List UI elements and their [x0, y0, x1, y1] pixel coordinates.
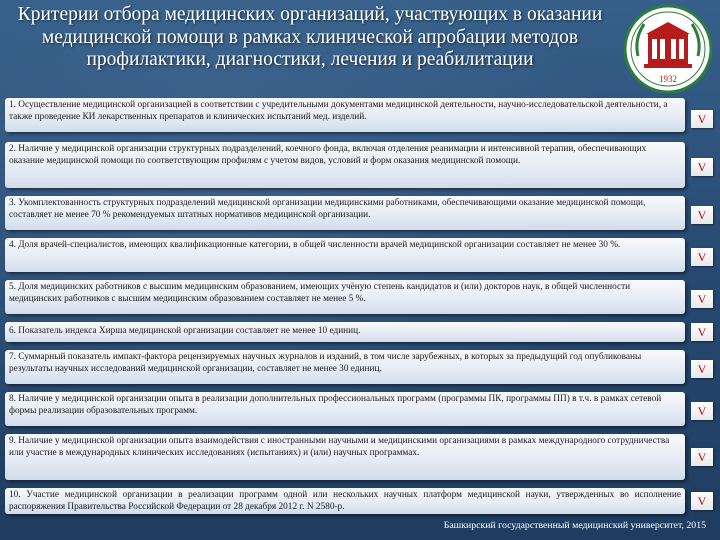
check-mark-icon: V: [691, 248, 713, 266]
logo-year: 1932: [659, 74, 677, 84]
criterion-text: 6. Показатель индекса Хирша медицинской организации составляет не менее 10 единиц.: [5, 322, 685, 342]
check-mark-icon: V: [691, 448, 713, 466]
check-mark-icon: V: [691, 402, 713, 420]
footer-caption: Башкирский государственный медицинский университет, 2015: [443, 520, 706, 531]
check-mark-icon: V: [691, 492, 713, 510]
check-mark-icon: V: [691, 158, 713, 176]
university-building-emblem-icon: [624, 4, 712, 94]
criterion-item: [5, 238, 715, 272]
criterion-item: [5, 392, 715, 426]
check-mark-icon: V: [691, 360, 713, 378]
criterion-item: [5, 98, 715, 132]
check-mark-icon: V: [691, 110, 713, 128]
criterion-text: 8. Наличие у медицинской организации опыта в реализации дополнительных профессиональных программ (программы ПК, программы ПП) в т.ч. в рамках сетевой формы реализации образовательных программ.: [5, 392, 685, 426]
criterion-text: 10. Участие медицинской организации в реализации программ одной или нескольких научных платформ медицинской науки, утвержденных во исполнение распоряжения Правительства Российской Федерации от 28 декабря 2012 г. N 2580-р.: [5, 488, 685, 514]
criterion-text: 1. Осуществление медицинской организацией в соответствии с учредительными документами медицинской деятельности, научно-исследовательской деятельности, а также проведение КИ лекарственных препаратов и клинических испытаний мед. изделий.: [5, 98, 685, 132]
slide-title: Критерии отбора медицинских организаций, участвующих в оказании медицинской помощи в рамках клинической апробации методов профилактики, диагностики, лечения и реабилитации: [17, 4, 603, 70]
criterion-text: 7. Суммарный показатель импакт-фактора рецензируемых научных журналов и изданий, в том числе зарубежных, в которых за предыдущий год опубликованы результаты научных исследований медицинской организации, составляет не менее 30 единиц.: [5, 350, 685, 384]
criterion-text: 5. Доля медицинских работников с высшим медицинским образованием, имеющих учёную степень кандидатов и (или) докторов наук, в общей численности медицинских работников с высшим медицинским образованием составляет не менее 5 %.: [5, 280, 685, 314]
criterion-text: 2. Наличие у медицинской организации структурных подразделений, коечного фонда, включая отделения реанимации и интенсивной терапии, обеспечивающих оказание медицинской помощи по соответствующим профилям с учетом видов, условий и форм оказания медицинской помощи.: [5, 142, 685, 188]
check-mark-icon: V: [691, 206, 713, 224]
criterion-item: [5, 322, 715, 342]
criterion-item: [5, 196, 715, 230]
check-mark-icon: V: [691, 323, 713, 341]
criterion-item: [5, 142, 715, 188]
criterion-item: [5, 488, 715, 514]
criterion-item: [5, 350, 715, 384]
check-mark-icon: V: [691, 290, 713, 308]
criterion-item: [5, 280, 715, 314]
criterion-text: 4. Доля врачей-специалистов, имеющих квалификационные категории, в общей численности врачей медицинской организации составляет не менее 30 %.: [5, 238, 685, 272]
university-logo: [624, 4, 712, 94]
criterion-item: [5, 434, 715, 480]
criterion-text: 9. Наличие у медицинской организации опыта взаимодействия с иностранными научными и медицинскими организациями в рамках международного сотрудничества или участие в международных клинических исследованиях (испытаниях) и (или) научных программах.: [5, 434, 685, 480]
criterion-text: 3. Укомплектованность структурных подразделений медицинской организации медицинскими работниками, обеспечивающими оказание медицинской помощи, составляет не менее 70 % рекомендуемых штатных нормативов медицинской организации.: [5, 196, 685, 230]
